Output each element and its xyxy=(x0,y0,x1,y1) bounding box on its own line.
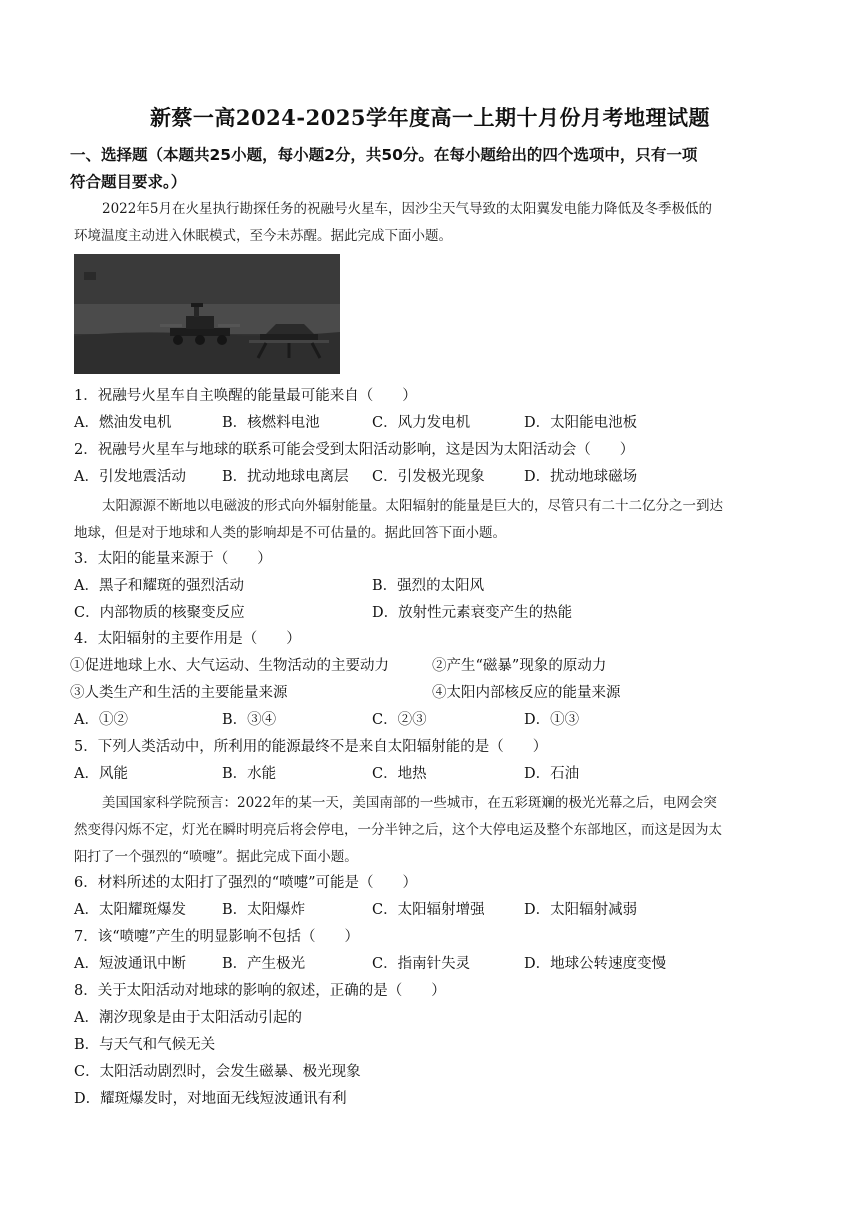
passage-3-line-1: 美国国家科学院预言：2022年的某一天，美国南部的一些城市，在五彩斑斓的极光光幕之后，电网会突 xyxy=(102,795,717,811)
mars-rover-photo xyxy=(74,254,340,374)
passage-3-line-2: 然变得闪烁不定，灯光在瞬时明亮后将会停电，一分半钟之后，这个大停电运及整个东部地区，而这是因为太 xyxy=(74,822,722,838)
section-heading-line-2: 符合题目要求。） xyxy=(70,173,187,191)
question-4-stem: 4．太阳辐射的主要作用是（ ） xyxy=(74,631,301,647)
q6-option-c[interactable]: C．太阳辐射增强 xyxy=(372,902,485,918)
q2-option-d[interactable]: D．扰动地球磁场 xyxy=(524,469,638,485)
passage-2-line-1: 太阳源源不断地以电磁波的形式向外辐射能量。太阳辐射的能量是巨大的，尽管只有二十二亿分之一到达 xyxy=(102,498,723,514)
q7-option-a[interactable]: A．短波通讯中断 xyxy=(74,956,186,972)
question-2-stem: 2．祝融号火星车与地球的联系可能会受到太阳活动影响，这是因为太阳活动会（ ） xyxy=(74,442,635,458)
q5-option-d[interactable]: D．石油 xyxy=(524,766,580,782)
q4-option-b[interactable]: B．③④ xyxy=(222,712,277,728)
q4-statement-4: ④太阳内部核反应的能量来源 xyxy=(432,685,621,701)
q7-option-c[interactable]: C．指南针失灵 xyxy=(372,956,471,972)
question-4-statements-row-2 xyxy=(70,682,804,704)
q2-option-c[interactable]: C．引发极光现象 xyxy=(372,469,485,485)
q4-statement-2: ②产生“磁暴”现象的原动力 xyxy=(432,658,607,674)
q3-option-d[interactable]: D．放射性元素衰变产生的热能 xyxy=(372,605,573,621)
q6-option-b[interactable]: B．太阳爆炸 xyxy=(222,902,306,918)
question-7-stem: 7．该“喷嚏”产生的明显影响不包括（ ） xyxy=(74,929,360,945)
q8-option-b[interactable]: B．与天气和气候无关 xyxy=(74,1037,216,1053)
question-3-options-row-2 xyxy=(74,602,804,624)
question-6-stem: 6．材料所述的太阳打了强烈的“喷嚏”可能是（ ） xyxy=(74,875,418,891)
passage-3-line-3: 阳打了一个强烈的“喷嚏”。据此完成下面小题。 xyxy=(74,849,358,865)
q8-option-c[interactable]: C．太阳活动剧烈时，会发生磁暴、极光现象 xyxy=(74,1064,361,1080)
q2-option-b[interactable]: B．扰动地球电离层 xyxy=(222,469,349,485)
q4-option-a[interactable]: A．①② xyxy=(74,712,128,728)
question-1-stem: 1．祝融号火星车自主唤醒的能量最可能来自（ ） xyxy=(74,388,417,404)
q1-option-b[interactable]: B．核燃料电池 xyxy=(222,415,320,431)
q8-option-d[interactable]: D．耀斑爆发时，对地面无线短波通讯有利 xyxy=(74,1091,347,1107)
q1-option-a[interactable]: A．燃油发电机 xyxy=(74,415,172,431)
q4-option-c[interactable]: C．②③ xyxy=(372,712,427,728)
question-3-options-row-1 xyxy=(74,575,804,597)
question-4-statements-row-1 xyxy=(70,655,804,677)
q5-option-c[interactable]: C．地热 xyxy=(372,766,427,782)
question-5-options xyxy=(74,763,804,785)
question-5-stem: 5．下列人类活动中，所利用的能源最终不是来自太阳辐射能的是（ ） xyxy=(74,739,548,755)
question-3-stem: 3．太阳的能量来源于（ ） xyxy=(74,551,272,567)
q1-option-d[interactable]: D．太阳能电池板 xyxy=(524,415,638,431)
q4-option-d[interactable]: D．①③ xyxy=(524,712,580,728)
passage-1-line-2: 环境温度主动进入休眠模式，至今未苏醒。据此完成下面小题。 xyxy=(74,228,452,244)
q2-option-a[interactable]: A．引发地震活动 xyxy=(74,469,186,485)
q4-statement-3: ③人类生产和生活的主要能量来源 xyxy=(70,685,288,701)
q6-option-d[interactable]: D．太阳辐射减弱 xyxy=(524,902,638,918)
question-4-options xyxy=(74,709,804,731)
passage-2-line-2: 地球，但是对于地球和人类的影响却是不可估量的。据此回答下面小题。 xyxy=(74,525,506,541)
q3-option-a[interactable]: A．黑子和耀斑的强烈活动 xyxy=(74,578,244,594)
q7-option-d[interactable]: D．地球公转速度变慢 xyxy=(524,956,667,972)
q1-option-c[interactable]: C．风力发电机 xyxy=(372,415,471,431)
section-heading-line-1: 一、选择题（本题共25小题，每小题2分，共50分。在每小题给出的四个选项中，只有一项 xyxy=(70,146,698,164)
q6-option-a[interactable]: A．太阳耀斑爆发 xyxy=(74,902,186,918)
question-2-options xyxy=(74,466,804,488)
passage-1-line-1: 2022年5月在火星执行勘探任务的祝融号火星车，因沙尘天气导致的太阳翼发电能力降低及冬季极低的 xyxy=(102,201,712,217)
q8-option-a[interactable]: A．潮汐现象是由于太阳活动引起的 xyxy=(74,1010,302,1026)
q5-option-b[interactable]: B．水能 xyxy=(222,766,277,782)
question-7-options xyxy=(74,953,804,975)
q3-option-b[interactable]: B．强烈的太阳风 xyxy=(372,578,485,594)
question-8-stem: 8．关于太阳活动对地球的影响的叙述，正确的是（ ） xyxy=(74,983,446,999)
question-1-options xyxy=(74,412,804,434)
q3-option-c[interactable]: C．内部物质的核聚变反应 xyxy=(74,605,245,621)
q5-option-a[interactable]: A．风能 xyxy=(74,766,128,782)
question-6-options xyxy=(74,899,804,921)
q4-statement-1: ①促进地球上水、大气运动、生物活动的主要动力 xyxy=(70,658,389,674)
exam-title: 新蔡一高2024-2025学年度高一上期十月份月考地理试题 xyxy=(149,105,711,130)
q7-option-b[interactable]: B．产生极光 xyxy=(222,956,306,972)
